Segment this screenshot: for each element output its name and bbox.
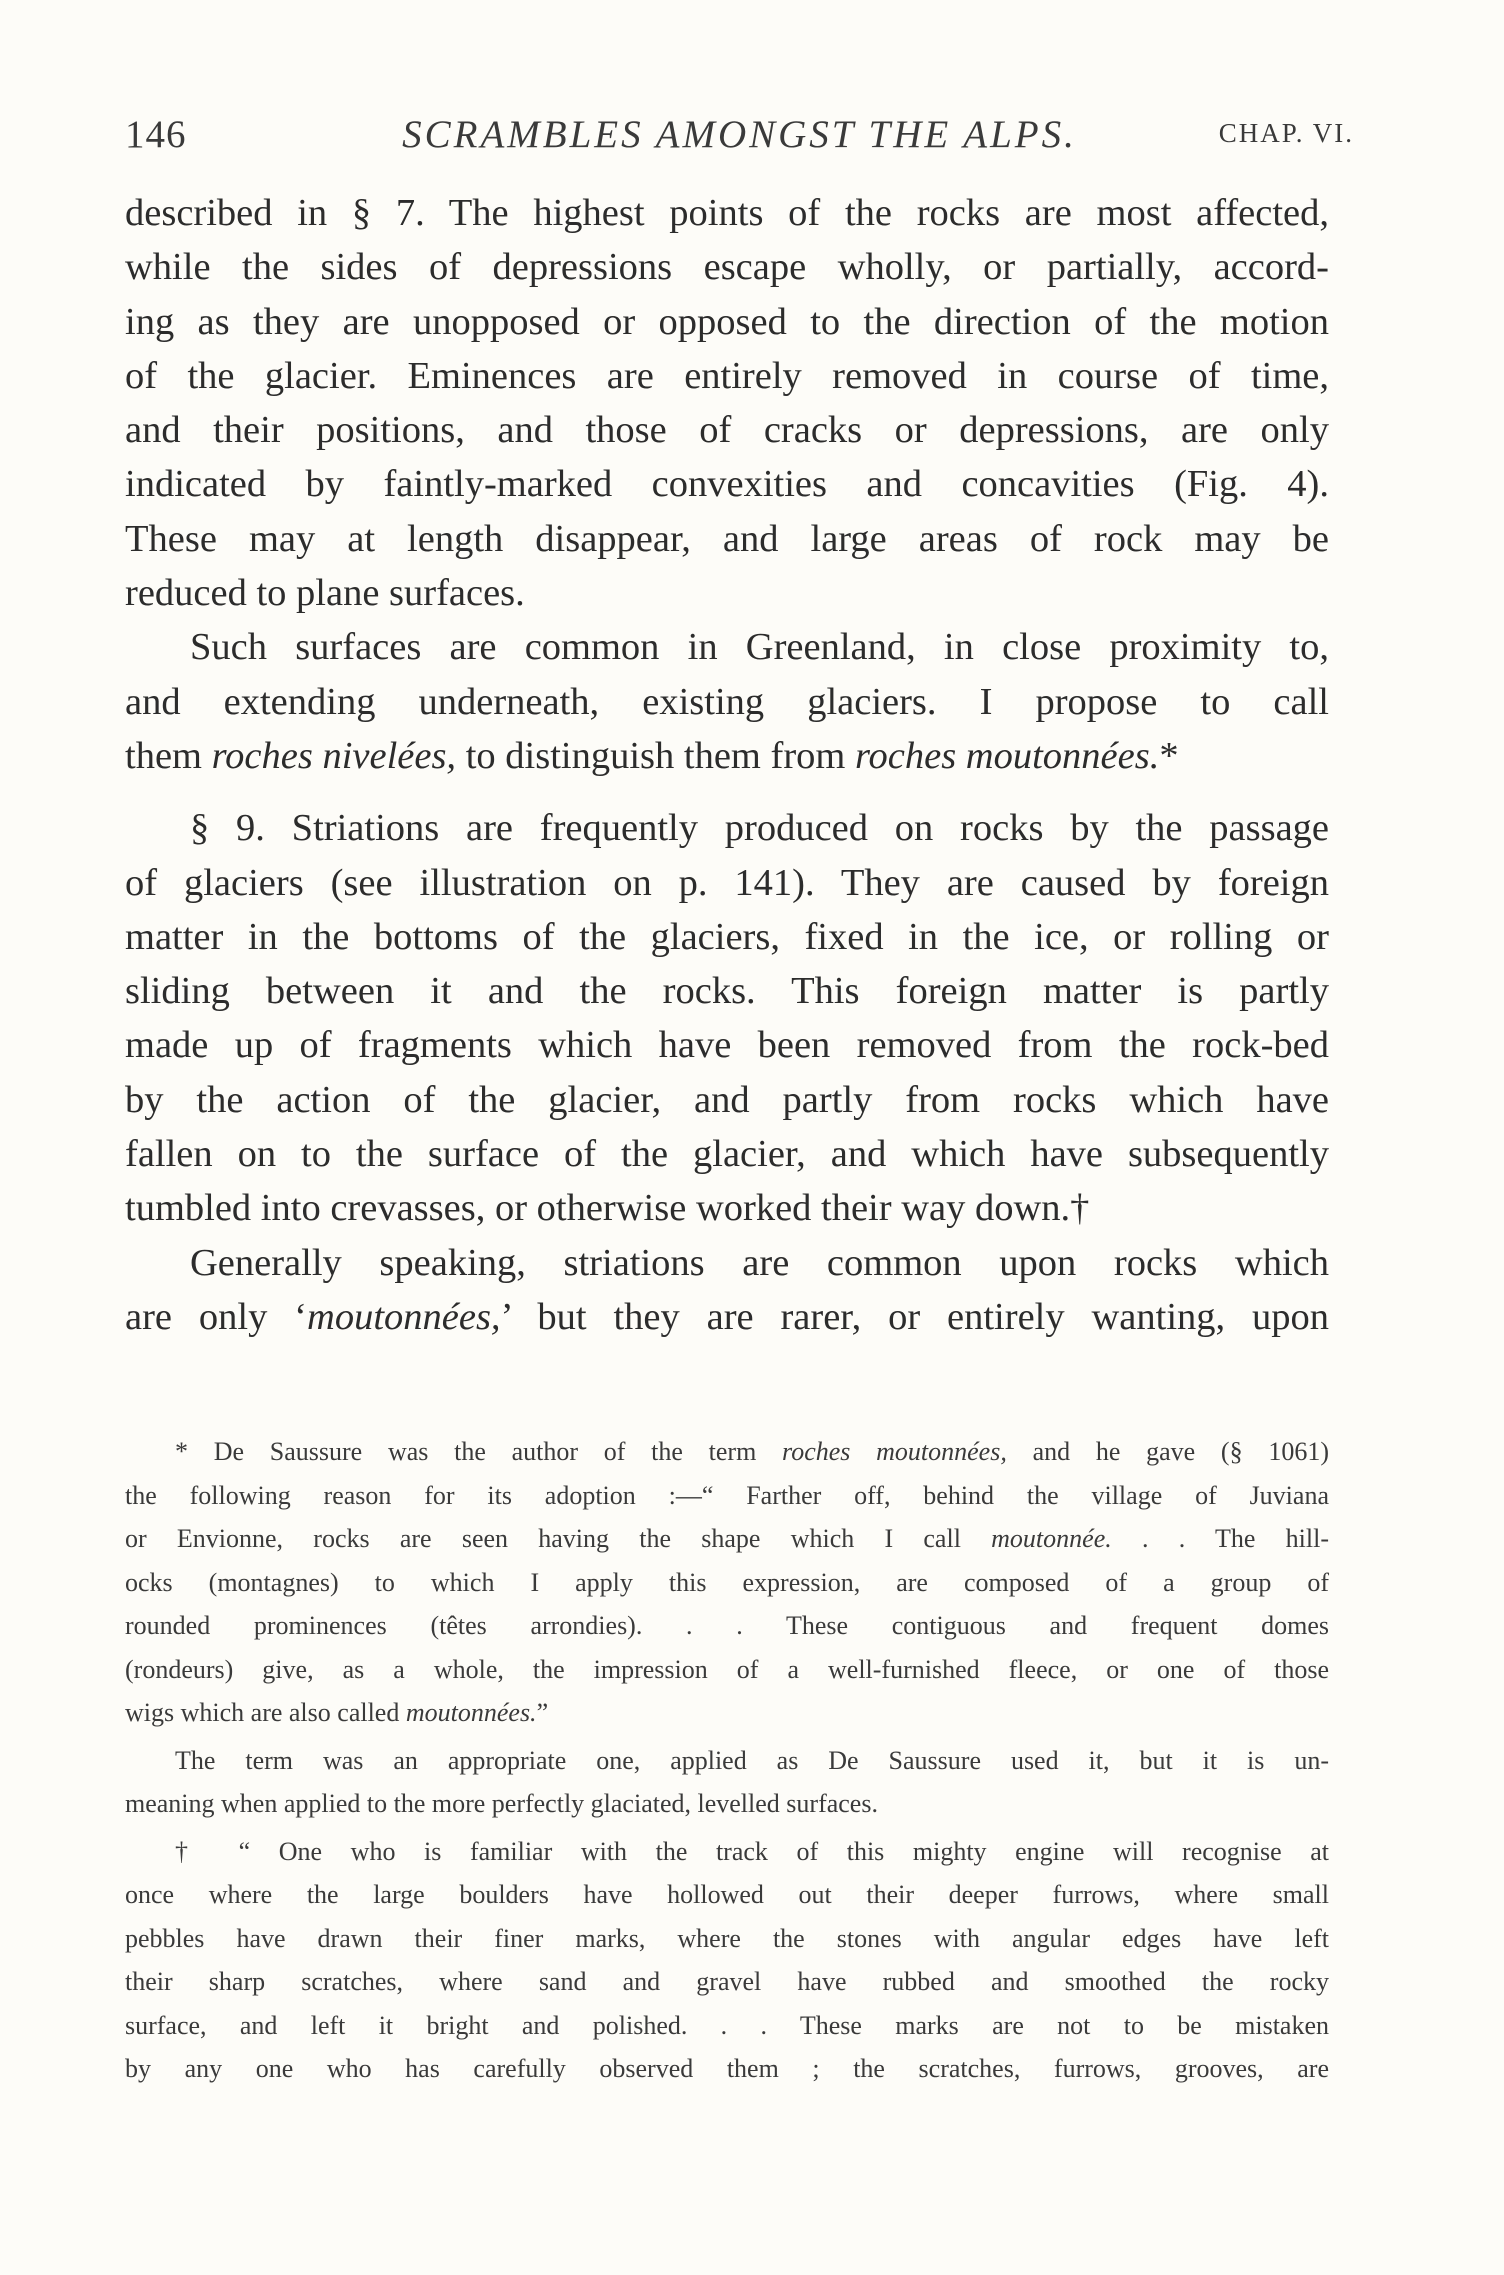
text-line <box>125 1290 1329 1344</box>
text-run: them <box>125 734 212 777</box>
text-line: by the action of the glacier, and partly from rocks which have <box>125 1078 1329 1121</box>
text-line: reduced to plane surfaces. <box>125 572 525 615</box>
text-run: ” <box>536 1698 549 1727</box>
italic-term: moutonnées. <box>405 1698 537 1727</box>
footnote-line: † “ One who is familiar with the track of this mighty engine will recognise at <box>175 1836 1329 1866</box>
page-number: 146 <box>125 113 187 156</box>
text-line: and extending underneath, existing glaciers. I propose to call <box>125 680 1329 723</box>
footnote-continuation <box>125 1739 1329 1826</box>
text-line <box>125 1181 1329 1235</box>
italic-term: roches moutonnées. <box>854 734 1160 777</box>
footnote-line: pebbles have drawn their finer marks, where the stones with angular edges have left <box>125 1923 1329 1953</box>
text-run: to distinguish them from <box>456 734 855 777</box>
footnote-line: once where the large boulders have hollowed out their deeper furrows, where small <box>125 1880 1329 1909</box>
text-line: made up of fragments which have been removed from the rock-bed <box>125 1024 1329 1067</box>
text-line: Such surfaces are common in Greenland, in close proximity to, <box>190 626 1329 669</box>
text-line: ing as they are unopposed or opposed to the direction of the motion <box>125 300 1329 343</box>
text-line: Generally speaking, striations are common upon rocks which <box>190 1241 1329 1284</box>
footnote-line: (rondeurs) give, as a whole, the impression of a well-furnished fleece, or one of those <box>125 1654 1329 1684</box>
text-run: or Envionne, rocks are seen having the shape which I call <box>125 1524 992 1553</box>
footnote-line: the following reason for its adoption :—“ Farther off, behind the village of Juviana <box>125 1480 1329 1510</box>
footnote-line <box>125 1430 1329 1474</box>
text-line: of the glacier. Eminences are entirely removed in course of time, <box>125 354 1329 397</box>
footnote-dagger <box>125 1830 1329 2091</box>
footnote-marker: * <box>1159 734 1179 777</box>
text-run: ’ but they are rarer, or entirely wanting, upon <box>500 1295 1330 1338</box>
paragraph-glacial-erosion <box>125 186 1329 620</box>
text-run: wigs which are also called <box>125 1698 406 1727</box>
italic-term: moutonnée. <box>991 1524 1112 1553</box>
paragraph-generally-speaking <box>125 1236 1329 1345</box>
footnote-line: surface, and left it bright and polished. . . These marks are not to be mistaken <box>125 2010 1329 2040</box>
footnote-line <box>125 1517 1329 1561</box>
text-line: These may at length disappear, and large areas of rock may be <box>125 517 1329 560</box>
footnotes <box>125 1430 1329 2091</box>
italic-term: roches moutonnées, <box>782 1437 1007 1466</box>
text-line: of glaciers (see illustration on p. 141). They are caused by foreign <box>125 861 1329 904</box>
text-line: matter in the bottoms of the glaciers, fixed in the ice, or rolling or <box>125 915 1329 958</box>
text-run: tumbled into crevasses, or otherwise worked their way down. <box>125 1187 1071 1230</box>
footnote-line: rounded prominences (têtes arrondies). . . These contiguous and frequent domes <box>125 1611 1329 1640</box>
text-line: fallen on to the surface of the glacier, and which have subsequently <box>125 1133 1329 1176</box>
text-run: . . The hill- <box>1111 1524 1329 1553</box>
text-line: § 9. Striations are frequently produced on rocks by the passage <box>190 807 1329 850</box>
text-line <box>125 729 1329 783</box>
italic-term: roches nivelées, <box>211 734 457 777</box>
chapter-label: CHAP. VI. <box>1218 118 1354 148</box>
footnote-line <box>125 1691 1329 1735</box>
footnote-line: meaning when applied to the more perfectly glaciated, levelled surfaces. <box>125 1789 878 1818</box>
text-run: are only ‘ <box>125 1295 308 1338</box>
footnote-line: The term was an appropriate one, applied as De Saussure used it, but it is un- <box>175 1745 1329 1775</box>
text-line: described in § 7. The highest points of the rocks are most affected, <box>125 192 1329 234</box>
text-run: and he gave (§ 1061) <box>1006 1437 1329 1466</box>
footnote-line: by any one who has carefully observed them ; the scratches, furrows, grooves, are <box>125 2054 1329 2083</box>
footnote-line: their sharp scratches, where sand and gravel have rubbed and smoothed the rocky <box>125 1967 1329 1996</box>
footnote-asterisk <box>125 1430 1329 1735</box>
italic-term: moutonnées, <box>307 1295 501 1338</box>
footnote-line: ocks (montagnes) to which I apply this expression, are composed of a group of <box>125 1567 1329 1597</box>
text-line: while the sides of depressions escape wholly, or partially, accord- <box>125 246 1329 289</box>
text-line: sliding between it and the rocks. This foreign matter is partly <box>125 970 1329 1013</box>
body-text <box>125 186 1329 1344</box>
running-title: SCRAMBLES AMONGST THE ALPS. <box>402 113 1077 156</box>
text-line: and their positions, and those of cracks or depressions, are only <box>125 409 1329 452</box>
running-header <box>125 112 1354 162</box>
paragraph-roches-nivelees <box>125 620 1329 783</box>
section-9-striations <box>125 801 1329 1235</box>
text-run: * De Saussure was the author of the term <box>175 1437 783 1466</box>
footnote-marker: † <box>1070 1187 1090 1230</box>
text-line: indicated by faintly-marked convexities and concavities (Fig. 4). <box>125 463 1329 506</box>
